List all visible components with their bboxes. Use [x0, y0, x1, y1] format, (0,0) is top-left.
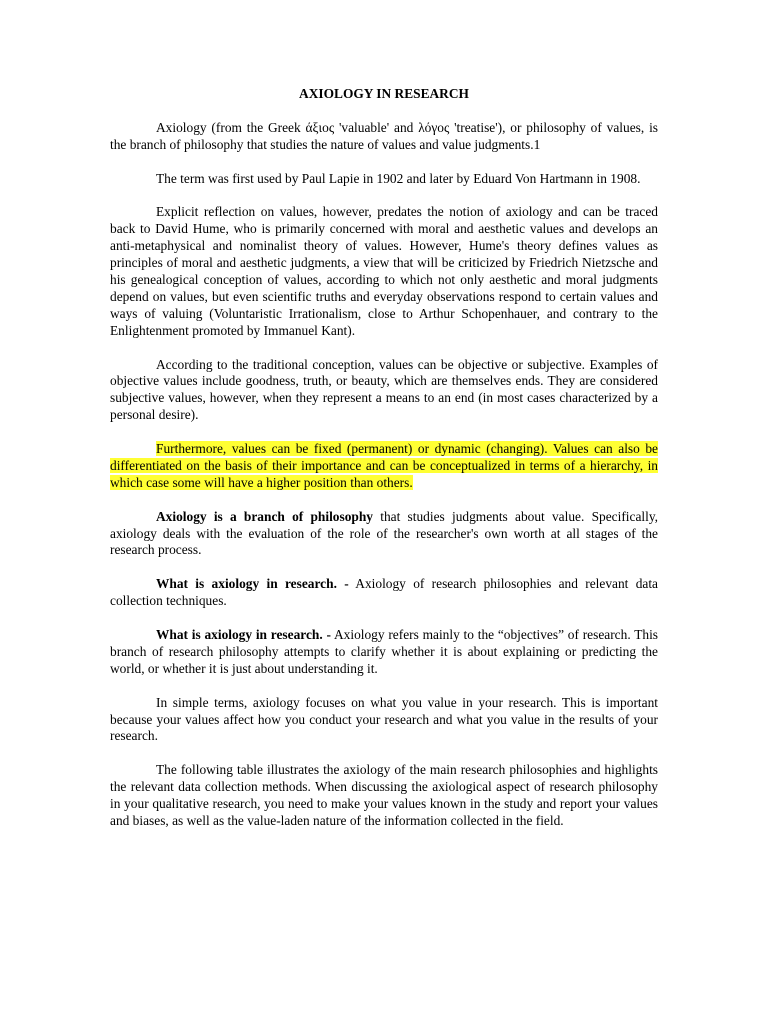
highlighted-text: Furthermore, values can be fixed (permanent) or dynamic (changing). Values can also be differentiated on the basis of their importance and can be conceptualized in terms of a hierarchy, in which case some will have a higher position than others. [110, 441, 658, 490]
paragraph-what-is-axiology-1 [110, 576, 658, 610]
paragraph-following-table: The following table illustrates the axiology of the main research philosophies and highlights the relevant data collection methods. When discussing the axiological aspect of research philosophy in your qualitative research, you need to make your values known in the study and report your values and biases, as well as the value-laden nature of the information collected in the field. [110, 762, 658, 828]
bold-lead-in: What is axiology in research. - [156, 626, 331, 642]
bold-lead-in: Axiology is a branch of philosophy [156, 508, 373, 524]
paragraph-hume-nietzsche: Explicit reflection on values, however, predates the notion of axiology and can be traced back to David Hume, who is primarily concerned with moral and aesthetic values and develops an anti-metaphysical and nominalist theory of values. However, Hume's theory defines values as principles of moral and aesthetic judgments, a view that will be criticized by Friedrich Nietzsche and his genealogical conception of values, according to which not only aesthetic and moral judgments depend on values, but even scientific truths and everyday observations respond to certain values and ways of valuing (Voluntaristic Irrationalism, close to Arthur Schopenhauer, and contrary to the Enlightenment promoted by Immanuel Kant). [110, 204, 658, 338]
paragraph-text: that studies judgments about value. Specifically, axiology deals with the evaluation of the role of the researcher's own worth at all stages of the research process. [110, 508, 658, 558]
paragraph-simple-terms: In simple terms, axiology focuses on what you value in your research. This is important because your values affect how you conduct your research and what you value in the results of your research. [110, 694, 658, 744]
document-page [110, 86, 658, 847]
paragraph-what-is-axiology-2 [110, 627, 658, 678]
paragraph-fixed-dynamic [110, 441, 658, 492]
paragraph-branch-of-philosophy [110, 509, 658, 560]
paragraph-text: Axiology refers mainly to the “objectives” of research. This branch of research philosophy attempts to clarify whether it is about explaining or predicting the world, or whether it is just about understanding it. [110, 626, 658, 676]
paragraph-term-origin: The term was first used by Paul Lapie in 1902 and later by Eduard Von Hartmann in 1908. [156, 170, 641, 186]
paragraph-definition: Axiology (from the Greek άξιος 'valuable' and λόγος 'treatise'), or philosophy of values, is the branch of philosophy that studies the nature of values and value judgments.1 [110, 119, 658, 152]
bold-lead-in: What is axiology in research. - [156, 576, 349, 592]
paragraph-objective-subjective: According to the traditional conception, values can be objective or subjective. Examples of objective values include goodness, truth, or beauty, which are themselves ends. They are considered subjective values, however, when they represent a means to an end (in most cases characterized by a personal desire). [110, 356, 658, 423]
paragraph-text: Axiology of research philosophies and relevant data collection techniques. [110, 576, 658, 609]
document-title: AXIOLOGY IN RESEARCH [299, 86, 469, 101]
